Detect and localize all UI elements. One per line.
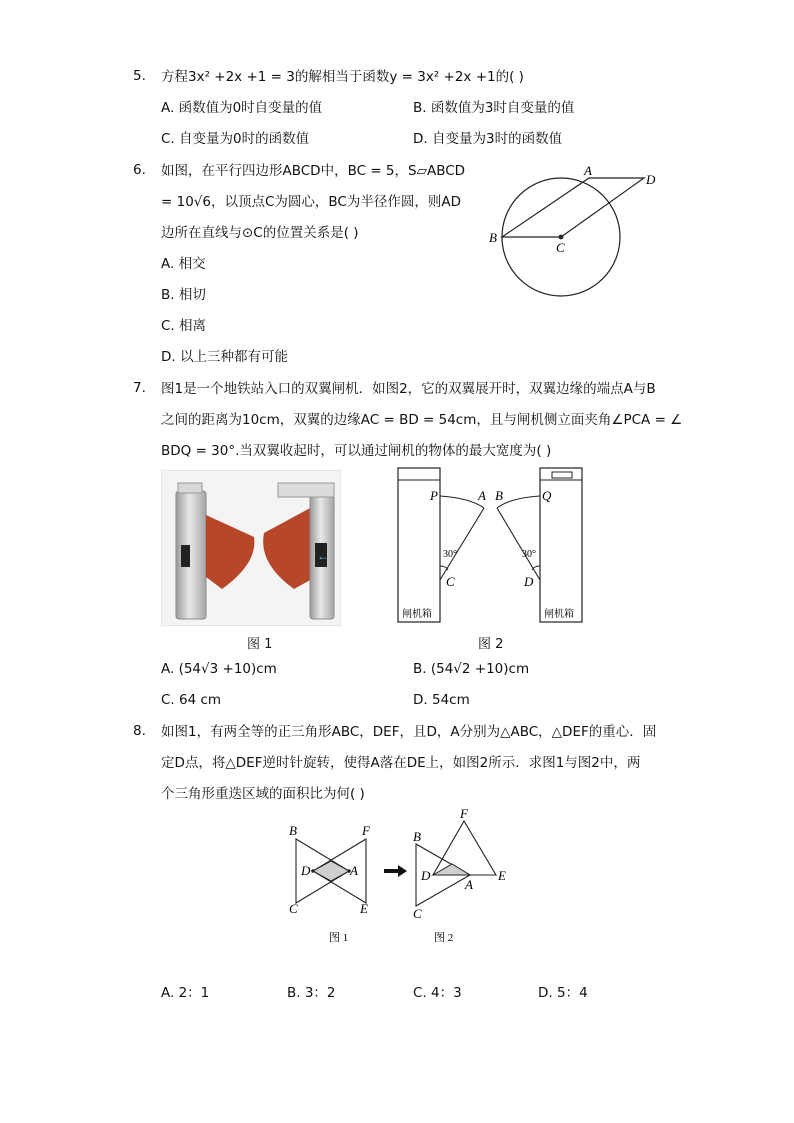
arrow-right-icon <box>384 865 407 877</box>
question-stem: 之间的距离为10cm，双翼的边缘AC = BD = 54cm，且与闸机侧立面夹角∠PCA = ∠ <box>161 412 683 428</box>
point-label: C <box>556 240 565 255</box>
point-label: F <box>362 823 370 838</box>
point-label: Q <box>542 488 552 503</box>
question-number: 7. <box>133 380 146 396</box>
option-c[interactable]: C. 4：3 <box>413 985 462 1001</box>
option-b[interactable]: B. 3：2 <box>287 985 336 1001</box>
question-number: 6. <box>133 162 146 178</box>
question-stem: BDQ = 30°.当双翼收起时，可以通过闸机的物体的最大宽度为( ) <box>161 443 552 459</box>
box-label: 闸机箱 <box>402 609 432 620</box>
point-label: E <box>498 868 506 883</box>
figure-caption: 图 1 <box>247 637 273 652</box>
option-d[interactable]: D. 54cm <box>413 692 470 708</box>
point-label: B <box>495 488 503 503</box>
question-stem: 如图1，有两全等的正三角形ABC，DEF，且D，A分别为△ABC，△DEF的重心．固 <box>161 724 657 740</box>
option-c[interactable]: C. 自变量为0时的函数值 <box>161 131 310 147</box>
point-label: B <box>489 230 497 245</box>
figure-caption: 图 2 <box>434 932 454 944</box>
point-label: D <box>301 863 311 878</box>
option-b[interactable]: B. 函数值为3时自变量的值 <box>413 100 575 116</box>
question-stem: 方程3x² +2x +1 = 3的解相当于函数y = 3x² +2x +1的( ) <box>161 69 524 85</box>
gate-diagram <box>394 466 589 626</box>
option-d[interactable]: D. 5：4 <box>538 985 588 1001</box>
option-d[interactable]: D. 自变量为3时的函数值 <box>413 131 563 147</box>
question-stem: 定D点，将△DEF逆时针旋转，使得A落在DE上，如图2所示．求图1与图2中，两 <box>161 755 641 771</box>
point-label: C <box>289 901 298 916</box>
point-label: A <box>465 877 473 892</box>
figure-caption: 图 1 <box>329 932 349 944</box>
point-label: D <box>421 868 431 883</box>
option-c[interactable]: C. 64 cm <box>161 692 222 708</box>
circle-parallelogram-figure <box>480 160 660 305</box>
option-d[interactable]: D. 以上三种都有可能 <box>161 349 288 365</box>
point-label: A <box>478 488 486 503</box>
question-stem: 如图，在平行四边形ABCD中，BC = 5，S▱ABCD <box>161 163 466 179</box>
option-b[interactable]: B. 相切 <box>161 287 206 303</box>
question-stem: 边所在直线与⊙C的位置关系是( ) <box>161 225 359 241</box>
option-a[interactable]: A. 2：1 <box>161 985 210 1001</box>
option-a[interactable]: A. (54√3 +10)cm <box>161 661 277 677</box>
point-label: B <box>413 829 421 844</box>
box-label: 闸机箱 <box>544 609 574 620</box>
point-label: A <box>584 163 592 178</box>
option-c[interactable]: C. 相离 <box>161 318 207 334</box>
point-label: E <box>360 901 368 916</box>
question-number: 5. <box>133 68 146 84</box>
option-a[interactable]: A. 函数值为0时自变量的值 <box>161 100 323 116</box>
angle-label: 30° <box>522 549 536 560</box>
question-stem: 图1是一个地铁站入口的双翼闸机．如图2，它的双翼展开时，双翼边缘的端点A与B <box>161 381 656 397</box>
gate-photo <box>161 470 341 626</box>
point-label: A <box>350 863 358 878</box>
option-b[interactable]: B. (54√2 +10)cm <box>413 661 530 677</box>
option-a[interactable]: A. 相交 <box>161 256 206 272</box>
question-stem: 个三角形重迭区域的面积比为何( ) <box>161 786 365 802</box>
point-label: C <box>446 574 455 589</box>
point-label: F <box>460 806 468 821</box>
question-stem: = 10√6，以顶点C为圆心，BC为半径作圆，则AD <box>161 194 461 210</box>
point-label: B <box>289 823 297 838</box>
svg-text:←: ← <box>317 549 329 563</box>
point-label: D <box>524 574 534 589</box>
turnstile-illustration <box>162 471 340 625</box>
point-label: D <box>646 172 656 187</box>
point-label: C <box>413 906 422 921</box>
point-label: P <box>430 488 438 503</box>
triangles-figure <box>282 806 522 946</box>
figure-caption: 图 2 <box>478 637 504 652</box>
question-number: 8. <box>133 723 146 739</box>
angle-label: 30° <box>443 549 457 560</box>
